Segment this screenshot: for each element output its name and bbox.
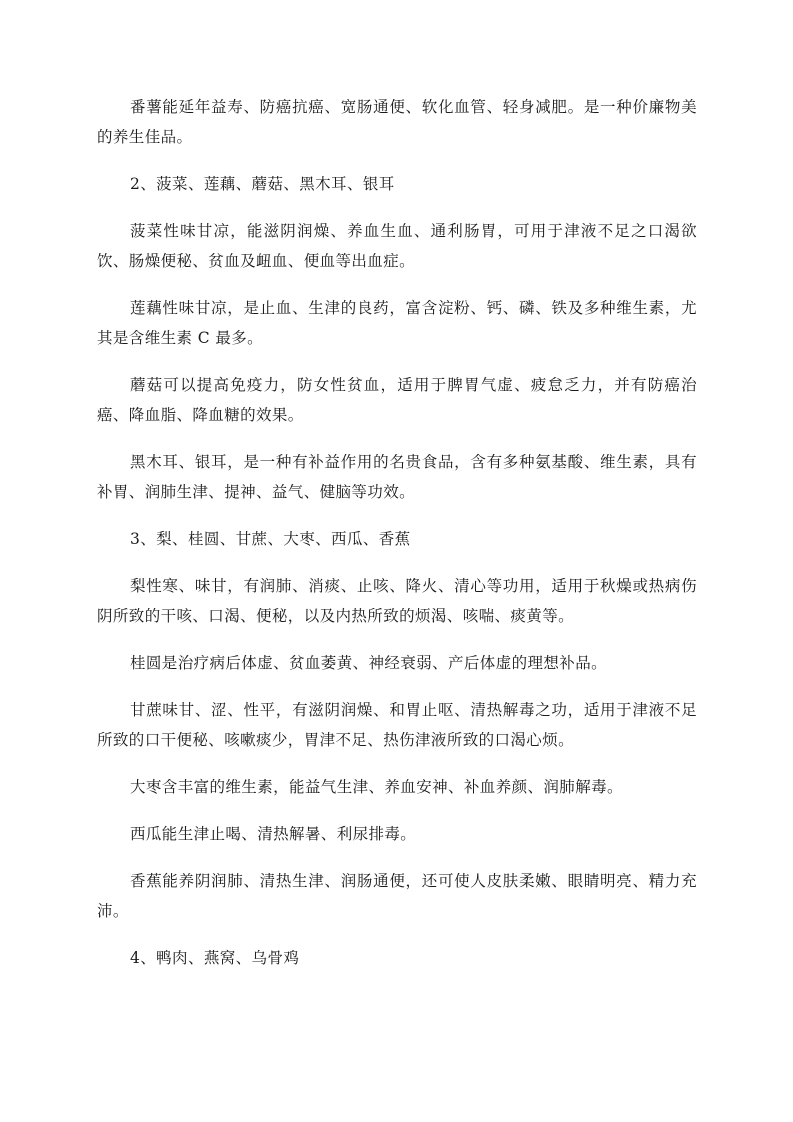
paragraph-sugarcane: 甘蔗味甘、涩、性平，有滋阴润燥、和胃止呕、清热解毒之功，适用于津液不足所致的口干便秘、咳嗽痰少，胃津不足、热伤津液所致的口渴心烦。 bbox=[97, 701, 697, 749]
section-heading-3: 3、梨、桂圆、甘蔗、大枣、西瓜、香蕉 bbox=[130, 530, 411, 548]
paragraph-mushroom: 蘑菇可以提高免疫力，防女性贫血，适用于脾胃气虚、疲怠乏力，并有防癌治癌、降血脂、降血糖的效果。 bbox=[97, 376, 697, 424]
paragraph-longan: 桂圆是治疗病后体虚、贫血萎黄、神经衰弱、产后体虚的理想补品。 bbox=[130, 654, 608, 672]
section-heading-4: 4、鸭肉、燕窝、乌骨鸡 bbox=[130, 949, 300, 967]
paragraph-black-fungus: 黑木耳、银耳，是一种有补益作用的名贵食品，含有多种氨基酸、维生素，具有补胃、润肺生津、提神、益气、健脑等功效。 bbox=[97, 453, 697, 501]
paragraph-sweet-potato: 番薯能延年益寿、防癌抗癌、宽肠通便、软化血管、轻身减肥。是一种价廉物美的养生佳品。 bbox=[97, 98, 697, 146]
paragraph-watermelon: 西瓜能生津止喝、清热解暑、利尿排毒。 bbox=[130, 825, 417, 843]
document-body bbox=[97, 92, 697, 990]
paragraph-spinach: 菠菜性味甘凉，能滋阴润燥、养血生血、通利肠胃，可用于津液不足之口渴欲饮、肠燥便秘、贫血及衄血、便血等出血症。 bbox=[97, 222, 697, 270]
paragraph-pear: 梨性寒、味甘，有润肺、消痰、止咳、降火、清心等功用，适用于秋燥或热病伤阴所致的干咳、口渴、便秘，以及内热所致的烦渴、咳喘、痰黄等。 bbox=[97, 577, 697, 625]
paragraph-jujube: 大枣含丰富的维生素，能益气生津、养血安神、补血养颜、润肺解毒。 bbox=[130, 778, 623, 796]
paragraph-lotus-root: 莲藕性味甘凉，是止血、生津的良药，富含淀粉、钙、磷、铁及多种维生素，尤其是含维生素 C 最多。 bbox=[97, 299, 697, 347]
section-heading-2: 2、菠菜、莲藕、蘑菇、黑木耳、银耳 bbox=[130, 175, 395, 193]
paragraph-banana: 香蕉能养阴润肺、清热生津、润肠通便，还可使人皮肤柔嫩、眼睛明亮、精力充沛。 bbox=[97, 872, 697, 920]
